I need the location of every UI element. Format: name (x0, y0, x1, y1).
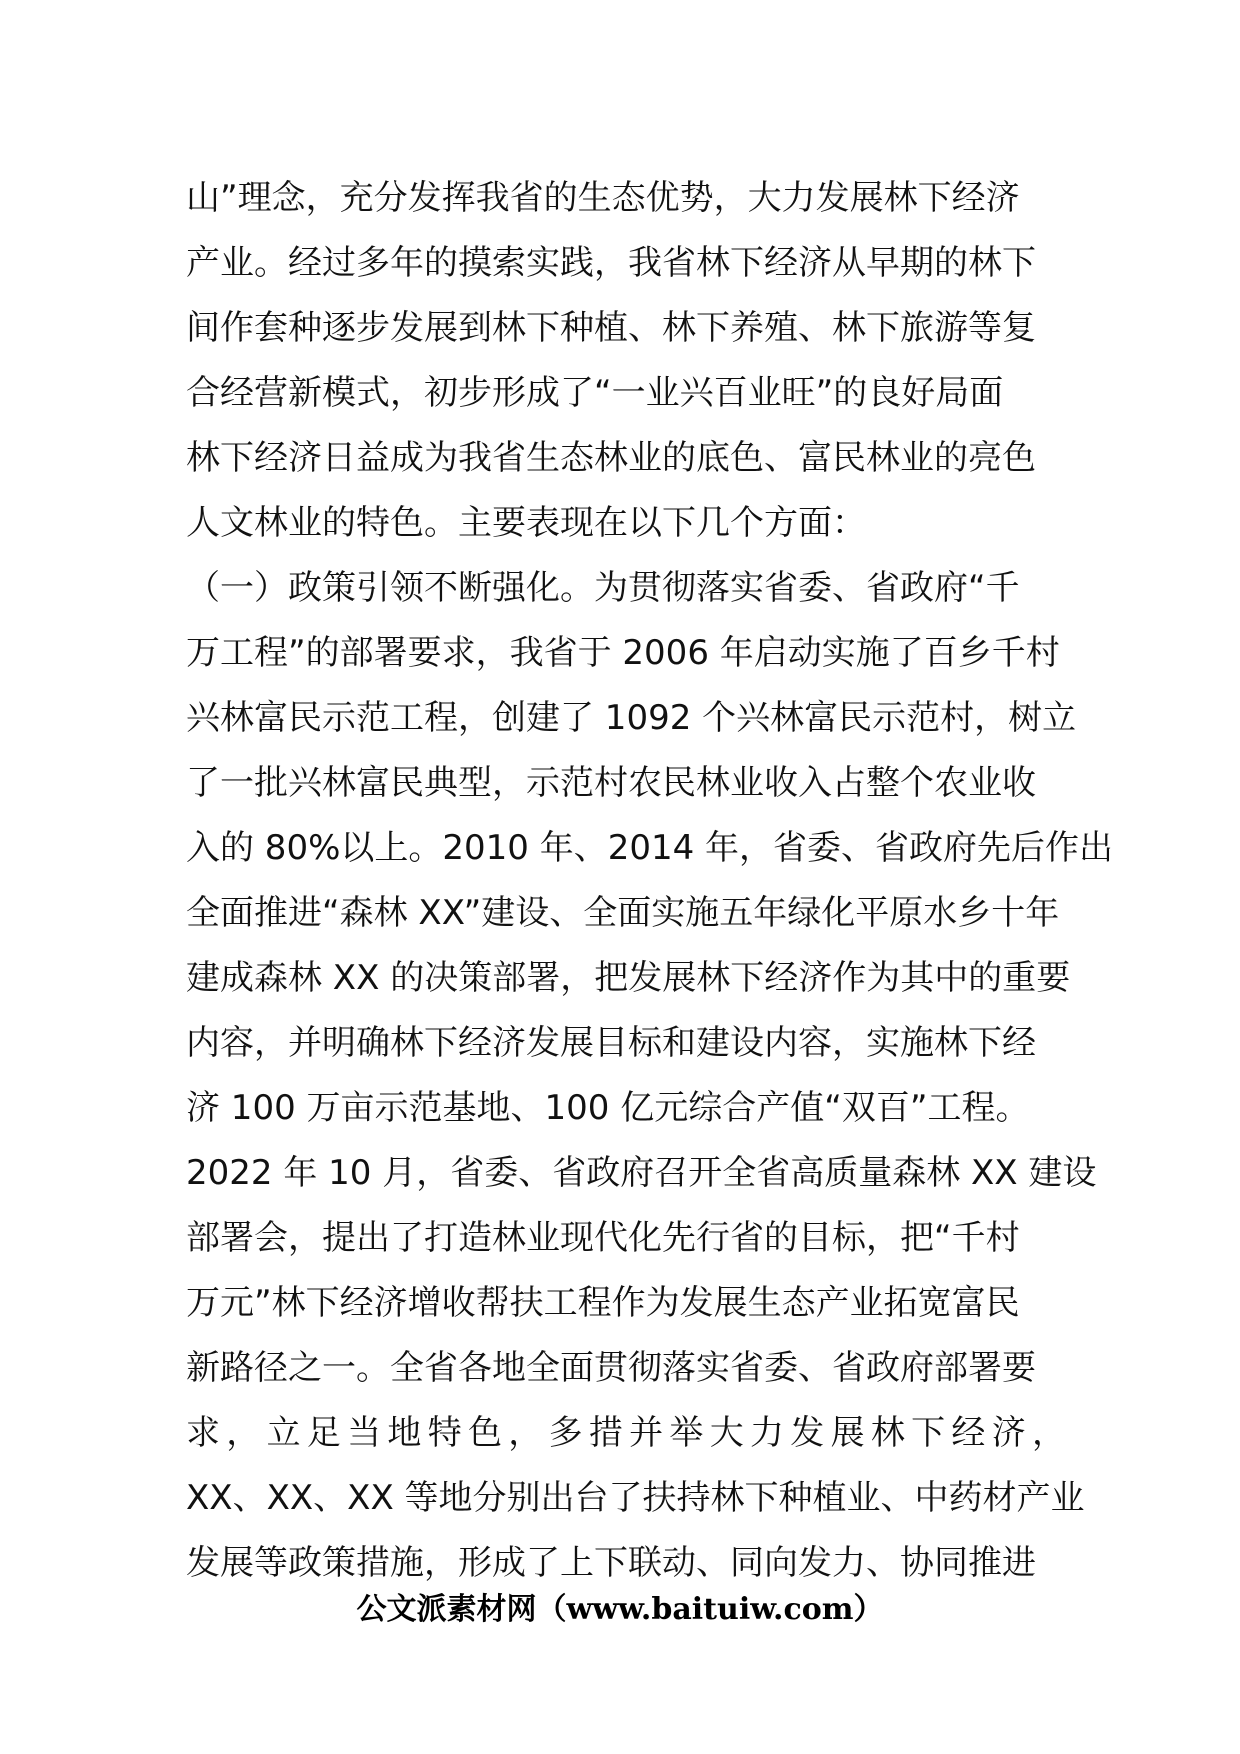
text-line: 内容，并明确林下经济发展目标和建设内容，实施林下经 (186, 1023, 1036, 1063)
text-line: 兴林富民示范工程，创建了 1092 个兴林富民示范村，树立 (186, 698, 1077, 738)
footer-watermark: 公文派素材网（www.baituiw.com） (356, 1592, 884, 1627)
text-line: 产业。经过多年的摸索实践，我省林下经济从早期的林下 (186, 243, 1036, 283)
text-line: 万元”林下经济增收帮扶工程作为发展生态产业拓宽富民 (186, 1283, 1020, 1323)
text-line: 建成森林 XX 的决策部署，把发展林下经济作为其中的重要 (186, 958, 1071, 998)
text-line: 部署会，提出了打造林业现代化先行省的目标，把“千村 (186, 1218, 1020, 1258)
text-line: XX、XX、XX 等地分别出台了扶持林下种植业、中药材产业 (186, 1478, 1085, 1518)
text-line: 合经营新模式，初步形成了“一业兴百业旺”的良好局面 (186, 373, 1004, 413)
text-line: 2022 年 10 月，省委、省政府召开全省高质量森林 XX 建设 (186, 1153, 1097, 1193)
text-line: 人文林业的特色。主要表现在以下几个方面： (186, 503, 866, 543)
text-line: 全面推进“森林 XX”建设、全面实施五年绿化平原水乡十年 (186, 893, 1060, 933)
text-line: 万工程”的部署要求，我省于 2006 年启动实施了百乡千村 (186, 633, 1060, 673)
section-heading-line: （一）政策引领不断强化。为贯彻落实省委、省政府“千 (186, 568, 1020, 608)
text-line: 济 100 万亩示范基地、100 亿元综合产值“双百”工程。 (186, 1088, 1030, 1128)
text-line: 新路径之一。全省各地全面贯彻落实省委、省政府部署要 (186, 1348, 1036, 1388)
text-line: 林下经济日益成为我省生态林业的底色、富民林业的亮色 (186, 438, 1036, 478)
text-line: 山”理念，充分发挥我省的生态优势，大力发展林下经济 (186, 178, 1020, 218)
text-line: 发展等政策措施，形成了上下联动、同向发力、协同推进 (186, 1543, 1036, 1583)
text-line: 间作套种逐步发展到林下种植、林下养殖、林下旅游等复 (186, 308, 1036, 348)
text-line: 求，立足当地特色，多措并举大力发展林下经济， (186, 1413, 1066, 1453)
text-line: 了一批兴林富民典型，示范村农民林业收入占整个农业收 (186, 763, 1036, 803)
text-line: 入的 80%以上。2010 年、2014 年，省委、省政府先后作出 (186, 828, 1114, 868)
body-text (186, 166, 1114, 1596)
